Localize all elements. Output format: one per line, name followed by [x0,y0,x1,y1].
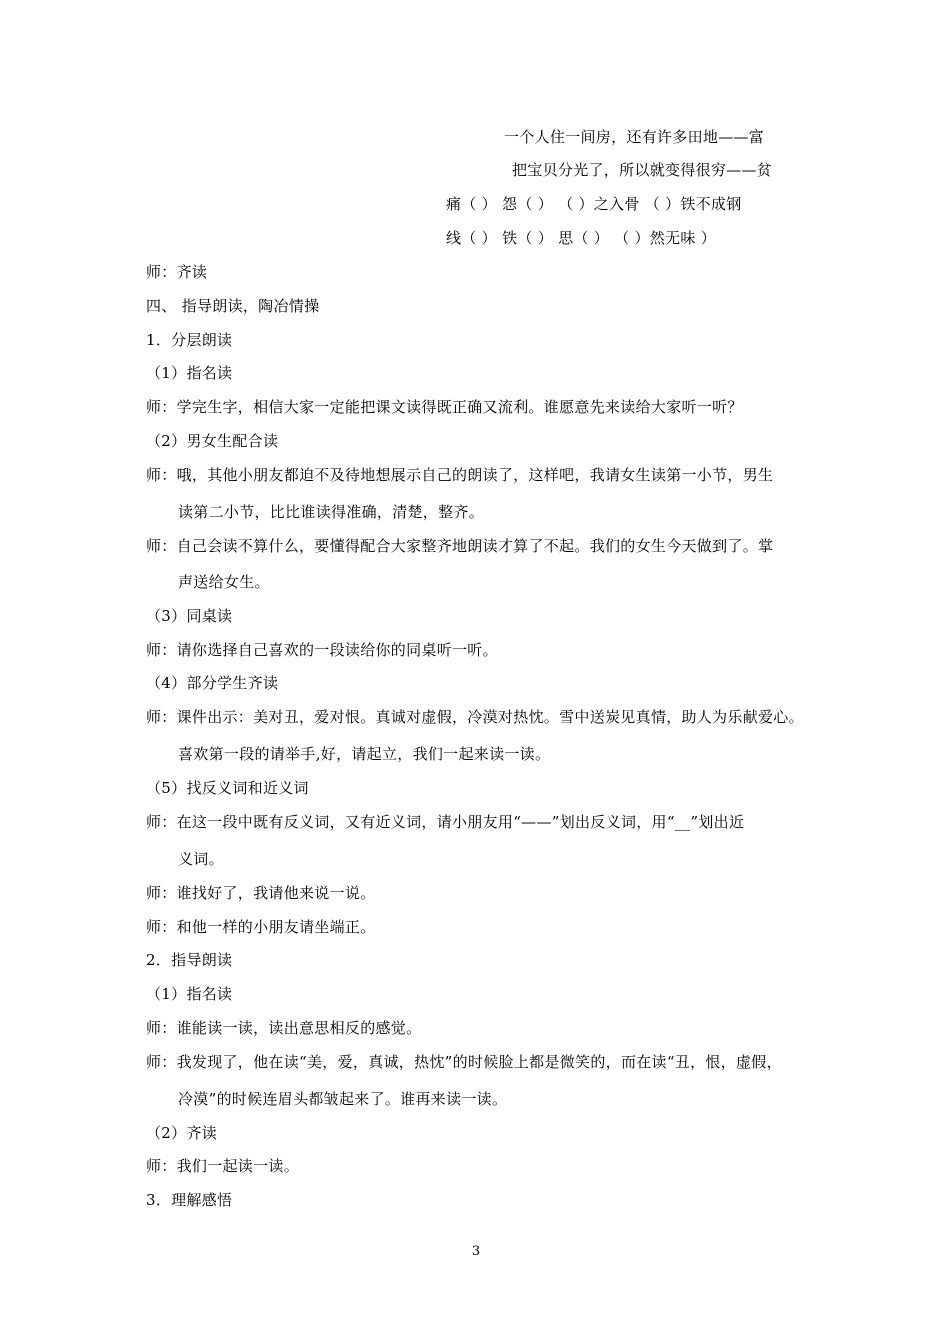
section-heading: 四、 指导朗读，陶冶情操 [146,297,320,315]
exercise-line-1: 一个人住一间房，还有许多田地——富 [504,128,765,146]
text-line: 师：课件出示：美对丑，爱对恨。真诚对虚假，冷漠对热忱。雪中送炭见真情，助人为乐献爱心。 [146,708,804,726]
exercise-line-3: 痛（ ） 怨（ ） （ ）之入骨 （ ）铁不成钢 [446,195,742,213]
text-line-continued: 冷漠”的时候连眉头都皱起来了。谁再来读一读。 [178,1090,508,1108]
text-line: 师：谁能读一读，读出意思相反的感觉。 [146,1019,422,1037]
text-line: 师：我发现了，他在读“美，爱，真诚，热忱”的时候脸上都是微笑的，而在读“丑，恨，虚假， [146,1053,782,1071]
item-heading: （5）找反义词和近义词 [146,779,309,797]
text-line: 师：谁找好了，我请他来说一说。 [146,884,376,902]
exercise-line-2: 把宝贝分光了，所以就变得很穷——贫 [512,161,773,179]
subsection-heading: 1．分层朗读 [146,331,233,349]
text-line-continued: 喜欢第一段的请举手,好，请起立，我们一起来读一读。 [178,745,551,763]
text-line: 师：学完生字，相信大家一定能把课文读得既正确又流利。谁愿意先来读给大家听一听？ [146,398,743,416]
text-line: 师：请你选择自己喜欢的一段读给你的同桌听一听。 [146,641,498,659]
text-line-continued: 读第二小节，比比谁读得准确，清楚，整齐。 [178,503,485,521]
item-heading: （2）男女生配合读 [146,432,279,450]
item-heading: （2）齐读 [146,1124,218,1142]
text-line: 师：在这一段中既有反义词，又有近义词，请小朋友用“——”划出反义词，用“__”划出近 [146,813,745,831]
page-number: 3 [471,1244,481,1259]
text-line-continued: 声送给女生。 [178,573,270,591]
subsection-heading: 2．指导朗读 [146,951,233,969]
text-line: 师：我们一起读一读。 [146,1157,300,1175]
item-heading: （4）部分学生齐读 [146,674,279,692]
item-heading: （1）指名读 [146,985,233,1003]
exercise-line-4: 线（ ） 铁（ ） 思（ ） （ ）然无味 ） [446,229,717,247]
text-line: 师：和他一样的小朋友请坐端正。 [146,918,376,936]
text-line: 师：齐读 [146,263,208,281]
text-line: 师：哦，其他小朋友都迫不及待地想展示自己的朗读了，这样吧，我请女生读第一小节，男生 [146,466,774,484]
text-line-continued: 义词。 [178,850,224,868]
item-heading: （1）指名读 [146,364,233,382]
item-heading: （3）同桌读 [146,607,233,625]
text-line: 师：自己会读不算什么，要懂得配合大家整齐地朗读才算了不起。我们的女生今天做到了。掌 [146,537,774,555]
subsection-heading: 3．理解感悟 [146,1191,233,1209]
